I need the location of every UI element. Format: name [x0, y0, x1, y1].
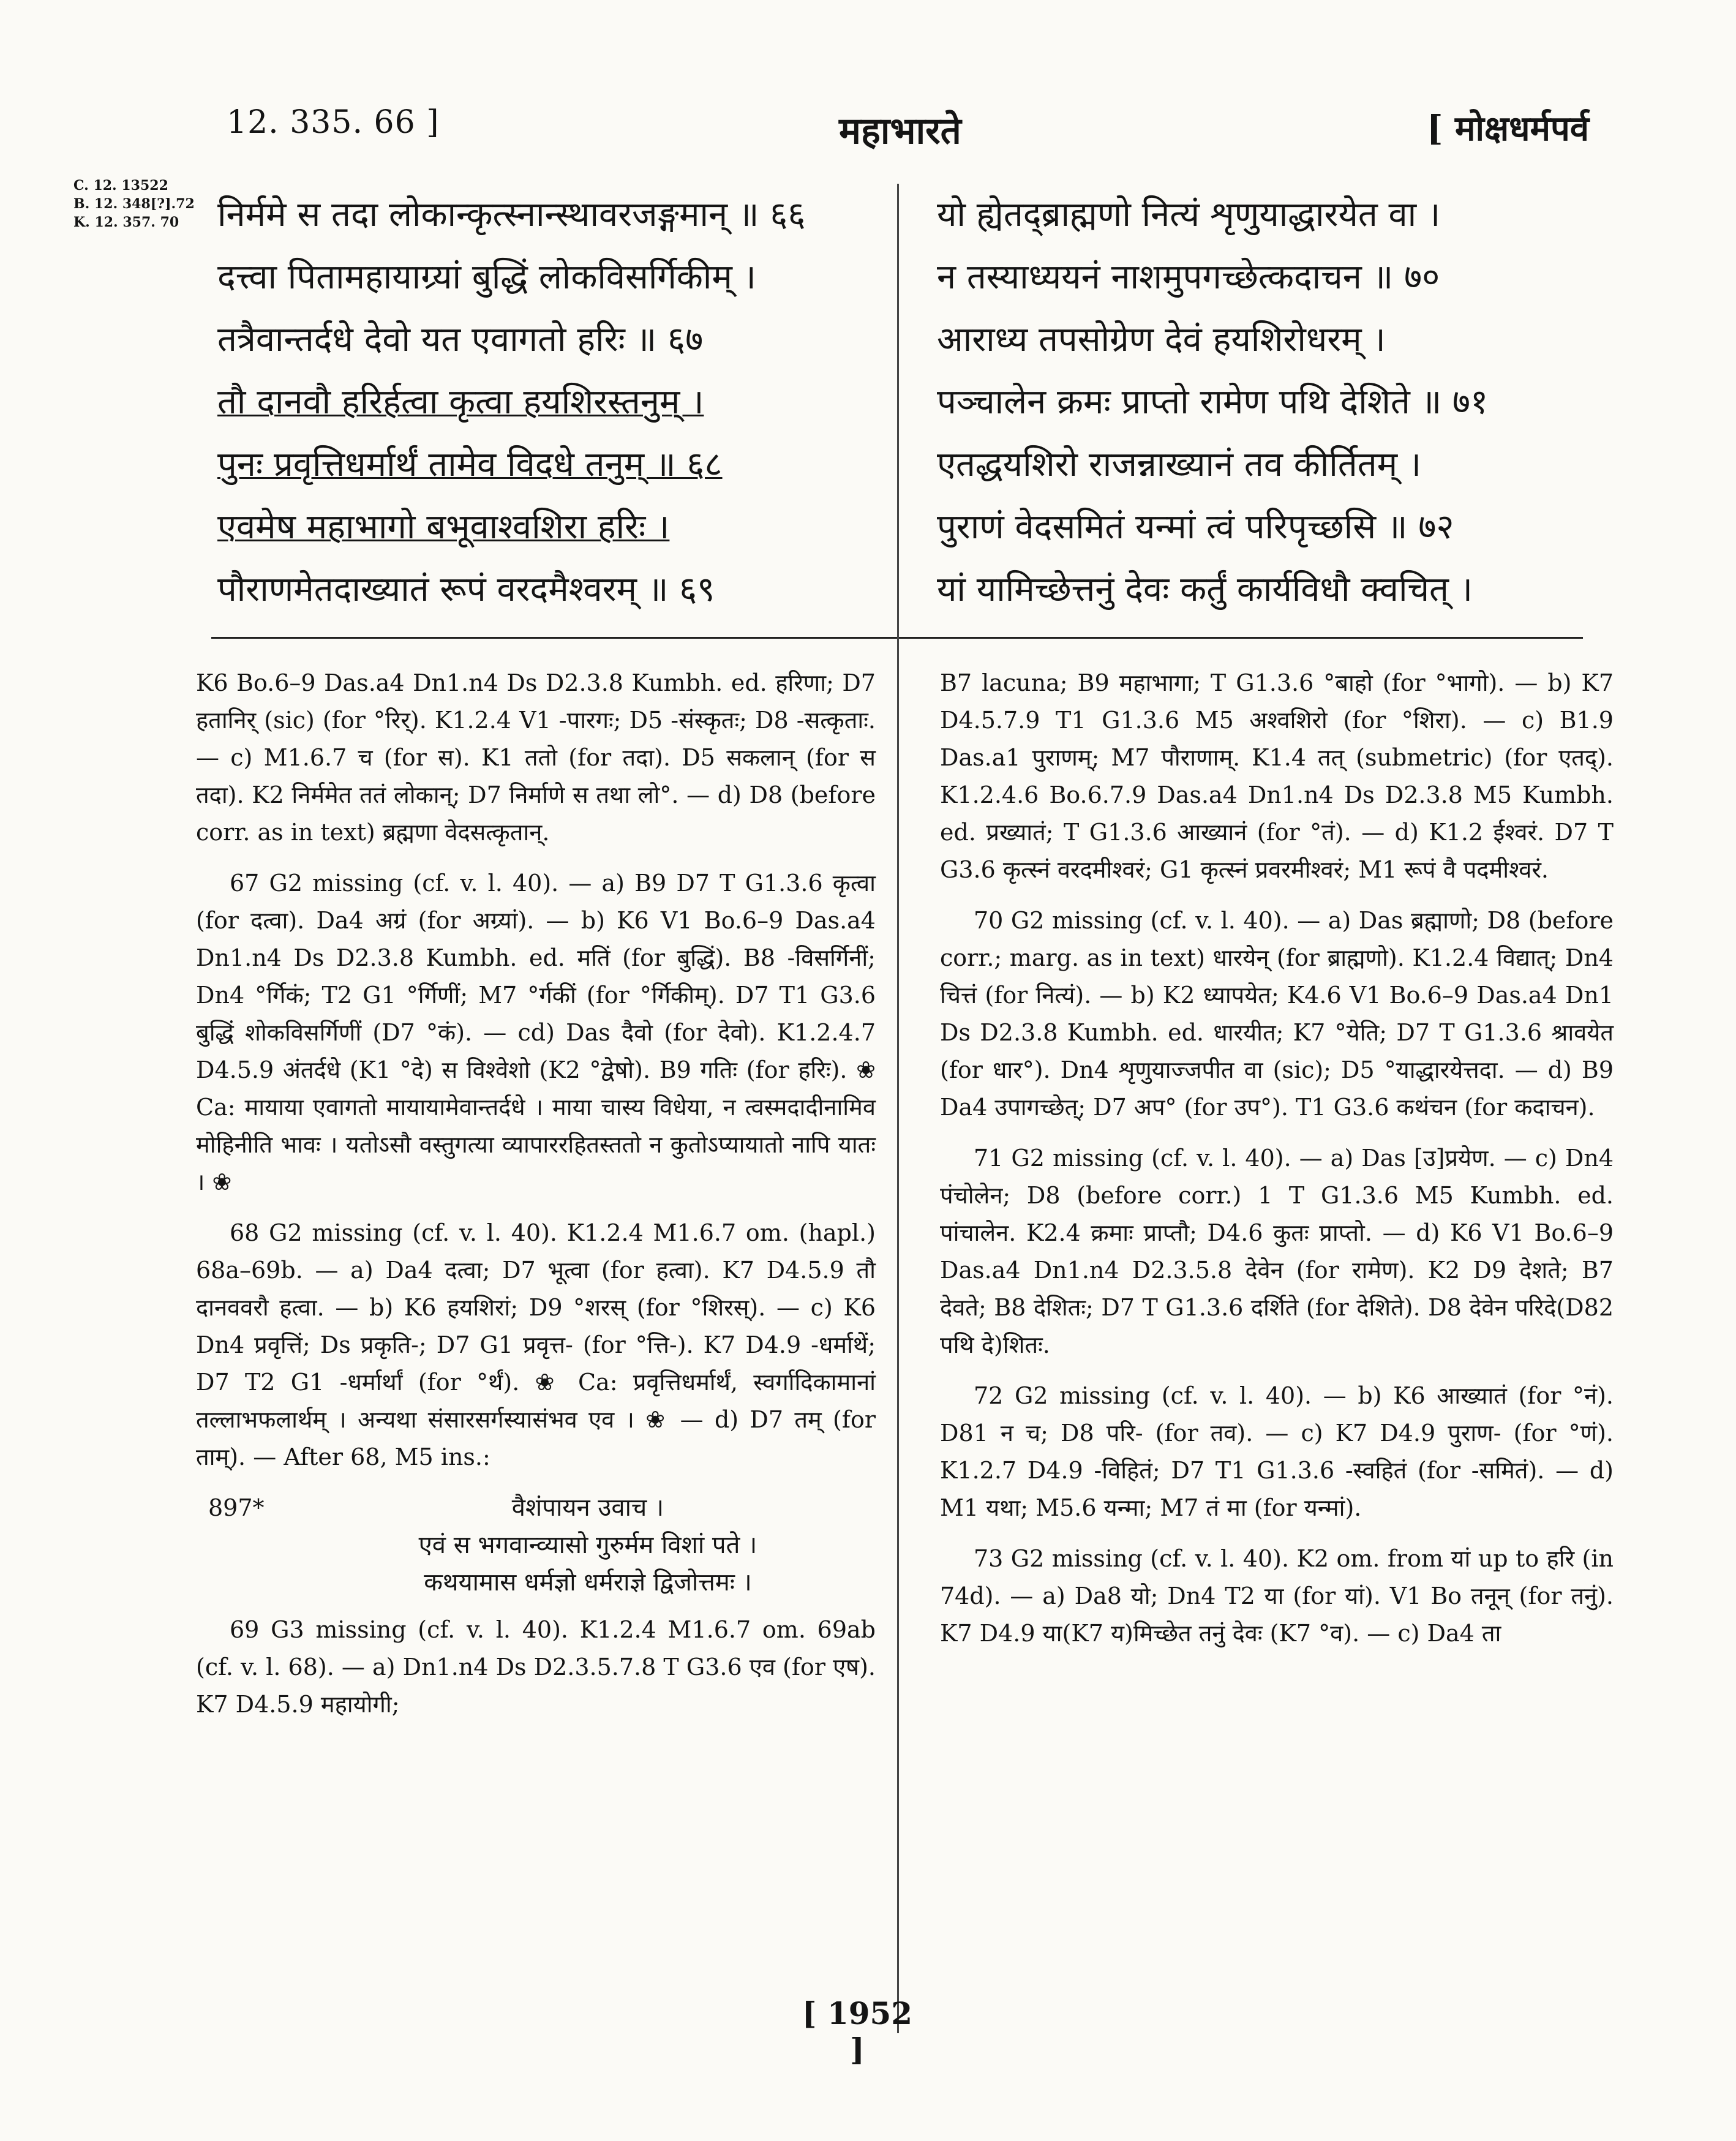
verse-line: निर्ममे स तदा लोकान्कृत्स्नान्स्थावरजङ्गमान् ॥ ६६	[217, 195, 806, 235]
verse-text	[217, 184, 1601, 625]
verse-line: आराध्य तपसोग्रेण देवं हयशिरोधरम् ।	[937, 320, 1386, 359]
insertion-passage	[196, 1489, 876, 1601]
verse-column-left	[217, 184, 854, 621]
apparatus-note: 70 G2 missing (cf. v. l. 40). — a) Das ब्रह्माणो; D8 (before corr.; marg. as in text) धारयेन् (for ब्राह्मणो). K1.2.4 विद्यात्; Dn4 चित्तं (for नित्यं). — b) K2 ध्यापयेत; K4.6 V1 Bo.6–9 Das.a4 Dn1 Ds D2.3.8 Kumbh. ed. धारयीत; K7 °येति; D7 T G1.3.6 श्रावयेत (for धार°). Dn4 शृणुयाज्जपीत वा (sic); D5 °याद्धारयेत्तदा. — d) B9 Da4 उपागच्छेत्; D7 अप° (for उप°). T1 G3.6 कथंचन (for कदाचन).	[940, 907, 1614, 1121]
apparatus-note: 73 G2 missing (cf. v. l. 40). K2 om. from यां up to हरि (in 74d). — a) Da8 यो; Dn4 T2 या (for यां). V1 Bo तनून् (for तनुं). K7 D4.9 या(K7 य)मिच्छेत तनुं देवः (K7 °व). — c) Da4 ता	[940, 1545, 1614, 1647]
verse-line: पुराणं वेदसमितं यन्मां त्वं परिपृच्छसि ॥ ७२	[937, 507, 1454, 547]
edition-concordance	[73, 176, 195, 231]
apparatus-note: 69 G3 missing (cf. v. l. 40). K1.2.4 M1.6.7 om. 69ab (cf. v. l. 68). — a) Dn1.n4 Ds D2.3.5.7.8 T G3.6 एव (for एष). K7 D4.5.9 महायोगी;	[196, 1616, 876, 1718]
concordance-line: C. 12. 13522	[73, 178, 168, 194]
apparatus-note: 71 G2 missing (cf. v. l. 40). — a) Das [उ]प्रयेण. — c) Dn4 पंचोलेन; D8 (before corr.) 1 T G1.3.6 M5 Kumbh. ed. पांचालेन. K2.4 क्रमाः प्राप्तौ; D4.6 कुतः प्राप्तो. — d) K6 V1 Bo.6–9 Das.a4 Dn1.n4 D2.3.5.8 देवेन (for रामेण). K2 D9 देशते; B7 देवते; B8 देशितः; D7 T G1.3.6 दर्शिते (for देशिते). D8 देवेन परिदे(D82 पथि दे)शितः.	[940, 1145, 1614, 1358]
insertion-line: वैशंपायन उवाच ।	[511, 1494, 664, 1522]
verse-line: दत्त्वा पितामहायाग्र्यां बुद्धिं लोकविसर्गिकीम् ।	[217, 257, 756, 297]
apparatus-note: 68 G2 missing (cf. v. l. 40). K1.2.4 M1.6.7 om. (hapl.) 68a–69b. — a) Da4 दत्वा; D7 भूत्वा (for हत्वा). K7 D4.5.9 तौ दानववरौ हत्वा. — b) K6 हयशिरां; D9 °शरस् (for °शिरस्). — c) K6 Dn4 प्रवृत्तिं; Ds प्रकृति-; D7 G1 प्रवृत्त- (for °त्ति-). K7 D4.9 -धर्माथें; D7 T2 G1 -धर्मार्थां (for °र्थं). ❀ Ca: प्रवृत्तिधर्मार्थं, स्वर्गादिकामानां तल्लाभफलार्थम् । अन्यथा संसारसर्गस्यासंभव एव । ❀ — d) D7 तम् (for ताम्). — After 68, M5 ins.:	[196, 1219, 876, 1470]
verse-line: एतद्धयशिरो राजन्नाख्यानं तव कीर्तितम् ।	[937, 445, 1422, 484]
running-header	[0, 104, 1736, 159]
concordance-line: B. 12. 348[?].72	[73, 196, 195, 212]
page-number: [ 1952 ]	[802, 1995, 913, 2068]
verse-reference: 12. 335. 66 ]	[227, 104, 440, 141]
column-divider	[897, 184, 899, 2033]
apparatus-note: 72 G2 missing (cf. v. l. 40). — b) K6 आख्यातं (for °नं). D81 न च; D8 परि- (for तव). — c) K7 D4.9 पुराण- (for °णं). K1.2.7 D4.9 -विहितं; D7 T1 G1.3.6 -स्वहितं (for -समितं). — d) M1 यथा; M5.6 यन्मा; M7 तं मा (for यन्मां).	[940, 1382, 1614, 1521]
verse-line: एवमेष महाभागो बभूवाश्वशिरा हरिः ।	[217, 507, 670, 547]
verse-line: यो ह्येतद्ब्राह्मणो नित्यं शृणुयाद्धारयेत वा ।	[937, 195, 1441, 235]
insertion-line: एवं स भगवान्व्यासो गुरुर्मम विशां पते ।	[418, 1531, 757, 1559]
parvan-title: [ मोक्षधर्मपर्व	[1426, 108, 1589, 149]
apparatus-column-left	[196, 664, 876, 1737]
verse-line: पुनः प्रवृत्तिधर्मार्थं तामेव विदधे तनुम् ॥ ६८	[217, 445, 723, 484]
verse-line: तौ दानवौ हरिर्हत्वा कृत्वा हयशिरस्तनुम् ।	[217, 382, 704, 422]
apparatus-column-right	[940, 664, 1614, 1666]
apparatus-note: 67 G2 missing (cf. v. l. 40). — a) B9 D7 T G1.3.6 कृत्वा (for दत्वा). Da4 अग्रं (for अग्र्यां). — b) K6 V1 Bo.6–9 Das.a4 Dn1.n4 Ds D2.3.8 Kumbh. ed. मतिं (for बुद्धिं). B8 -विसर्गिनीं; Dn4 °र्गिकं; T2 G1 °र्गिणीं; M7 °र्गकीं (for °र्गिकीम्). D7 T1 G3.6 बुद्धिं शोकविसर्गिणीं (D7 °कं). — cd) Das दैवो (for देवो). K1.2.4.7 D4.5.9 अंतर्दधे (K1 °दे) स विश्वेशो (K2 °द्वेषो). B9 गतिः (for हरिः). ❀ Ca: मायाया एवागतो मायायामेवान्तर्दधे । माया चास्य विधेया, न त्वस्मदादीनामिव मोहिनीति भावः । यतोऽसौ वस्तुगत्या व्यापाररहितस्ततो न कुतोऽप्यायातो नापि यातः । ❀	[196, 870, 876, 1195]
insertion-number: 897*	[208, 1494, 265, 1521]
verse-line: पौराणमेतदाख्यातं रूपं वरदमैश्वरम् ॥ ६९	[217, 570, 715, 609]
verse-line: पञ्चालेन क्रमः प्राप्तो रामेण पथि देशिते ॥ ७१	[937, 382, 1489, 422]
insertion-line: कथयामास धर्मज्ञो धर्मराज्ञे द्विजोत्तमः ।	[424, 1568, 752, 1597]
verse-line: न तस्याध्ययनं नाशमुपगच्छेत्कदाचन ॥ ७०	[937, 257, 1440, 297]
verse-line: तत्रैवान्तर्दधे देवो यत एवागतो हरिः ॥ ६७	[217, 320, 704, 359]
verse-line: यां यामिच्छेत्तनुं देवः कर्तुं कार्यविधौ क्वचित् ।	[937, 570, 1473, 609]
apparatus-note: K6 Bo.6–9 Das.a4 Dn1.n4 Ds D2.3.8 Kumbh. ed. हरिणा; D7 हतानिर् (sic) (for °रिर्). K1.2.4 V1 -पारगः; D5 -संस्कृतः; D8 -सत्कृताः. — c) M1.6.7 च (for स). K1 ततो (for तदा). D5 सकलान् (for स तदा). K2 निर्ममेत ततं लोकान्; D7 निर्माणे स तथा लो°. — d) D8 (before corr. as in text) ब्रह्मणा वेदसत्कृतान्.	[196, 669, 876, 846]
apparatus-note: B7 lacuna; B9 महाभागा; T G1.3.6 °बाहो (for °भागो). — b) K7 D4.5.7.9 T1 G1.3.6 M5 अश्वशिरो (for °शिरा). — c) B1.9 Das.a1 पुराणम्; M7 पौराणाम्. K1.4 तत् (submetric) (for एतद्). K1.2.4.6 Bo.6.7.9 Das.a4 Dn1.n4 Ds D2.3.8 M5 Kumbh. ed. प्रख्यातं; T G1.3.6 आख्यानं (for °तं). — d) K1.2 ईश्वरं. D7 T G3.6 कृत्स्नं वरदमीश्वरं; G1 कृत्स्नं प्रवरमीश्वरं; M1 रूपं वै पदमीश्वरं.	[940, 669, 1614, 883]
book-title: महाभारते	[839, 110, 961, 152]
verse-column-right	[937, 184, 1574, 621]
concordance-line: K. 12. 357. 70	[73, 214, 179, 230]
